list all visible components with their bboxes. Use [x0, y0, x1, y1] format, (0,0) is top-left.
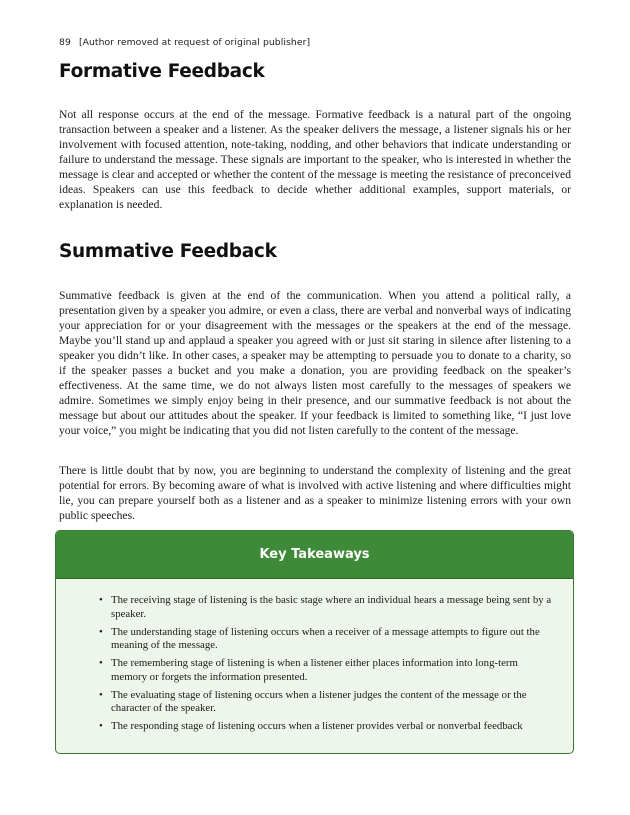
- paragraph-summative-feedback: Summative feedback is given at the end of the communication. When you attend a political rally, a presentation given by a speaker you admire, or even a class, there are verbal and nonverbal ways of indicating your appreciation for or your disagreement with the messages or the speakers at the end of the message. Maybe you’ll stand up and applaud a speaker you agreed with or just sit staring in silence after listening to a speaker you didn’t like. In other cases, a speaker may be attempting to persuade you to donate to a charity, so if the speaker passes a bucket and you make a donation, you are providing feedback on the speaker’s effectiveness. At the same time, we do not always listen most carefully to the messages of speakers we admire. Sometimes we simply enjoy being in their presence, and our summative feedback is not about the message but about our attitudes about the speaker. If your feedback is limited to something like, “I just love your voice,” you might be indicating that you did not listen carefully to the content of the message.: [59, 289, 571, 437]
- bullet-icon: •: [99, 720, 103, 732]
- list-item: [99, 657, 556, 684]
- bullet-icon: •: [99, 657, 103, 669]
- bullet-icon: •: [99, 594, 103, 606]
- paragraph-formative-feedback: Not all response occurs at the end of the message. Formative feedback is a natural part of the ongoing transaction between a speaker and a listener. As the speaker delivers the message, a listener signals his or her involvement with focused attention, note-taking, nodding, and other behaviors that indicate understanding or failure to understand the message. These signals are important to the speaker, who is interested in whether the message is clear and accepted or whether the content of the message is meeting the resistance of preconceived ideas. Speakers can use this feedback to decide whether additional examples, support materials, or explanation is needed.: [59, 108, 571, 211]
- bullet-icon: •: [99, 625, 103, 638]
- list-item: [99, 594, 556, 621]
- list-item: [99, 625, 556, 653]
- list-item-text: The evaluating stage of listening occurs when a listener judges the content of the message or the character of the speaker.: [111, 688, 527, 714]
- paragraph-conclusion: There is little doubt that by now, you are beginning to understand the complexity of listening and the great potential for errors. By becoming aware of what is involved with active listening and where difficulties might lie, you can prepare yourself both as a listener and as a speaker to minimize listening errors with your own public speeches.: [59, 464, 571, 522]
- list-item: [99, 688, 556, 716]
- bullet-icon: •: [99, 688, 103, 701]
- running-head: [59, 37, 310, 48]
- page-number: 89: [59, 37, 71, 48]
- list-item-text: The receiving stage of listening is the basic stage where an individual hears a message being sent by a speaker.: [111, 594, 552, 620]
- list-item-text: The remembering stage of listening is when a listener either places information into long-term memory or forgets the information presented.: [111, 657, 518, 683]
- list-item-text: The understanding stage of listening occurs when a receiver of a message attempts to figure out the meaning of the message.: [111, 625, 540, 651]
- list-item: [99, 720, 556, 734]
- key-takeaways-title: Key Takeaways: [56, 531, 573, 579]
- list-item-text: The responding stage of listening occurs when a listener provides verbal or nonverbal feedback: [111, 720, 523, 732]
- section-heading-summative-feedback: Summative Feedback: [59, 241, 277, 262]
- key-takeaways-list: [99, 594, 556, 738]
- running-head-text: [Author removed at request of original publisher]: [78, 37, 311, 48]
- key-takeaways-box: [55, 530, 574, 754]
- section-heading-formative-feedback: Formative Feedback: [59, 61, 265, 82]
